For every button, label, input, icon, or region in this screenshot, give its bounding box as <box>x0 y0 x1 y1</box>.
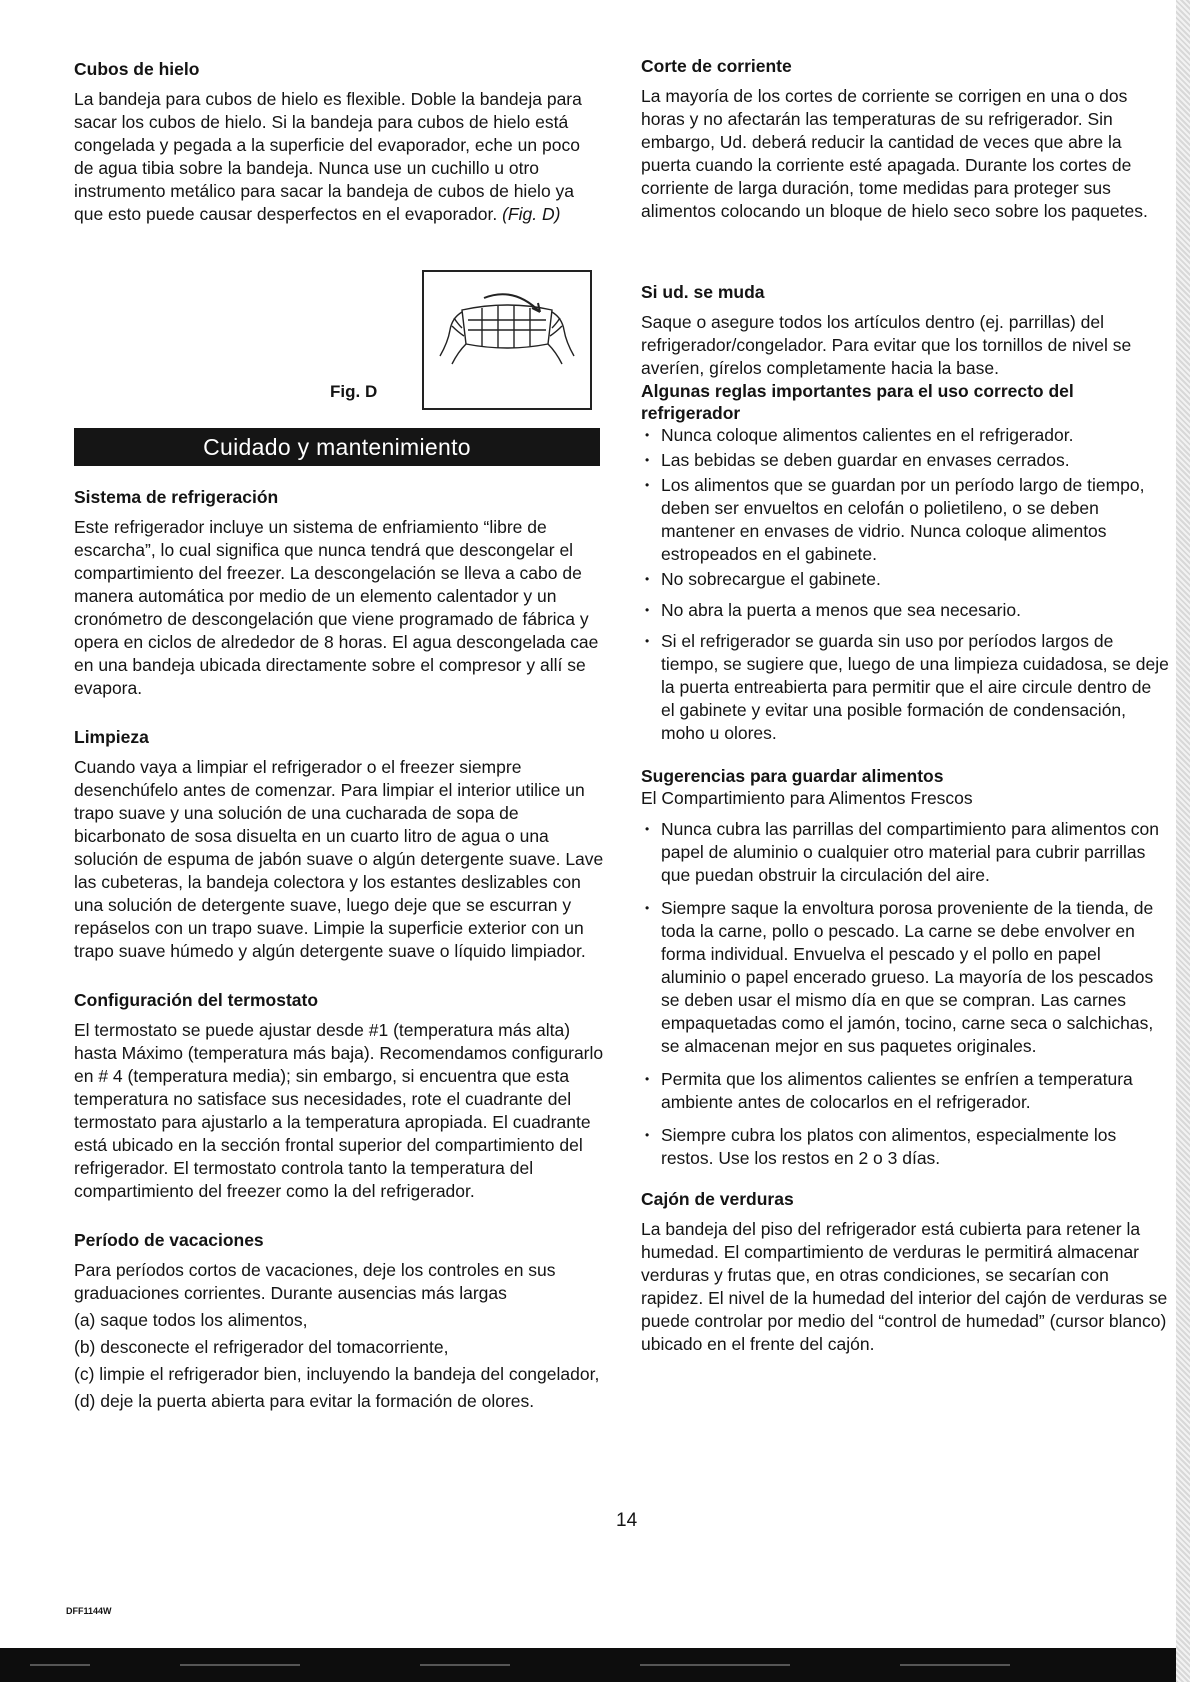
moving-section <box>641 281 1169 745</box>
thermostat-section <box>74 989 604 1203</box>
ice-cubes-section <box>74 58 604 226</box>
storage-list <box>641 818 1169 1170</box>
storage-tips-section <box>641 765 1169 1170</box>
model-code: DFF1144W <box>66 1606 112 1616</box>
list-item: • Siempre cubra los platos con alimentos, especialmente los restos. Use los restos en 2 o 3 días. <box>641 1124 1169 1170</box>
list-item: (a) saque todos los alimentos, <box>74 1310 308 1330</box>
scan-line <box>900 1664 1010 1666</box>
vacation-list <box>74 1309 604 1413</box>
rules-list <box>641 424 1169 745</box>
fig-reference: (Fig. D) <box>502 204 561 224</box>
crisper-heading: Cajón de verduras <box>641 1189 794 1209</box>
thermostat-body: El termostato se puede ajustar desde #1 (temperatura más alta) hasta Máximo (temperatura más baja). Recomendamos configurarlo en # 4 (temperatura media); sin embargo, si encuentra que esta temperatura no satisface sus necesidades, rote el cuadrante del termostato para ajustarlo a la temperatura apropiada. El cuadrante está ubicado en la sección frontal superior del compartimiento del refrigerador. El termostato controla tanto la temperatura del compartimiento del freezer como la del refrigerador. <box>74 1020 604 1201</box>
section-banner: Cuidado y mantenimiento <box>74 428 600 466</box>
ice-tray-hands-illustration <box>424 272 590 408</box>
list-item: • Los alimentos que se guardan por un período largo de tiempo, deben ser envueltos en celofán o polietileno, o se deben mantener en envases de vidrio. Nunca coloque alimentos estropeados en el gabinete. <box>641 474 1169 566</box>
crisper-section <box>641 1188 1169 1356</box>
figure-label: Fig. D <box>330 382 378 401</box>
power-outage-section <box>641 55 1169 223</box>
list-item: • No sobrecargue el gabinete. <box>641 568 1169 591</box>
rules-heading: Algunas reglas importantes para el uso correcto del refrigerador <box>641 381 1074 423</box>
storage-heading: Sugerencias para guardar alimentos <box>641 766 944 786</box>
scan-line <box>180 1664 300 1666</box>
list-item: • Nunca cubra las parrillas del compartimiento para alimentos con papel de aluminio o cualquier otro material para cubrir parrillas que puedan obstruir la circulación del aire. <box>641 818 1169 887</box>
list-item: • Permita que los alimentos calientes se enfríen a temperatura ambiente antes de colocarlos en el refrigerador. <box>641 1068 1169 1114</box>
cleaning-body: Cuando vaya a limpiar el refrigerador o el freezer siempre desenchúfelo antes de comenzar. Para limpiar el interior utilice un trapo suave y una solución de una cucharada de sopa de bicarbonato de sosa disuelta en un cuarto litro de agua o una solución de espuma de jabón suave o algún detergente suave. Lave las cubeteras, la bandeja colectora y los estantes deslizables con una solución de detergente suave, luego deje que se escurran y repáselos con un trapo suave. Limpie la superficie exterior con un trapo suave húmedo y algún detergente suave o líquido limpiador. <box>74 757 604 961</box>
cleaning-heading: Limpieza <box>74 727 149 747</box>
figure-d <box>422 270 592 410</box>
left-column-lower <box>74 486 604 1439</box>
list-item: • No abra la puerta a menos que sea necesario. <box>641 599 1169 622</box>
cooling-heading: Sistema de refrigeración <box>74 487 279 507</box>
cooling-body: Este refrigerador incluye un sistema de enfriamiento “libre de escarcha”, lo cual significa que nunca tendrá que descongelar el compartimiento del freezer. La descongelación se lleva a cabo de manera automática por medio de un elemento calentador y un cronómetro de descongelación que viene programado de fábrica y opera en ciclos de alrededor de 8 horas. El agua descongelada cae en una bandeja ubicada directamente sobre el compresor y allí se evapora. <box>74 517 599 698</box>
cleaning-section <box>74 726 604 963</box>
storage-subtitle: El Compartimiento para Alimentos Frescos <box>641 788 973 808</box>
list-item: • Si el refrigerador se guarda sin uso por períodos largos de tiempo, se sugiere que, luego de una limpieza cuidadosa, se deje la puerta entreabierta para permitir que el aire circule dentro de el gabinete y evitar una posible formación de condensación, moho u olores. <box>641 630 1169 745</box>
list-item: • Siempre saque la envoltura porosa proveniente de la tienda, de toda la carne, pollo o pescado. La carne se debe envolver en forma individual. Envuelva el pescado y el pollo en papel aluminio o papel encerado grueso. La mayoría de los pescados se deben usar el mismo día en que se compran. Las carnes empaquetadas como el jamón, tocino, carne seca o salchichas, se almacenan mejor en sus paquetes originales. <box>641 897 1169 1058</box>
left-column-top <box>74 58 604 252</box>
power-body: La mayoría de los cortes de corriente se corrigen en una o dos horas y no afectarán las temperaturas de su refrigerador. Sin embargo, Ud. deberá reducir la cantidad de veces que abre la puerta cuando la corriente esté apagada. Durante los cortes de corriente de larga duración, tome medidas para proteger sus alimentos colocando un bloque de hielo seco sobre los paquetes. <box>641 86 1148 221</box>
list-item: (c) limpie el refrigerador bien, incluyendo la bandeja del congelador, <box>74 1364 600 1384</box>
power-heading: Corte de corriente <box>641 56 792 76</box>
scan-edge <box>1176 0 1190 1682</box>
moving-heading: Si ud. se muda <box>641 282 765 302</box>
vacation-section <box>74 1229 604 1413</box>
crisper-body: La bandeja del piso del refrigerador está cubierta para retener la humedad. El compartimiento de verduras le permitirá almacenar verduras y frutas que, en otras condiciones, se secarían con rapidez. El nivel de la humedad del interior del cajón de verduras se puede controlar por medio del “control de humedad” (cursor blanco) ubicado en el frente del cajón. <box>641 1219 1168 1354</box>
bottom-scan-bar <box>0 1648 1190 1682</box>
right-column <box>641 55 1169 1382</box>
ice-cubes-body: La bandeja para cubos de hielo es flexible. Doble la bandeja para sacar los cubos de hielo. Si la bandeja para cubos de hielo está congelada y pegada a la superficie del evaporador, eche un poco de agua tibia sobre la bandeja. Nunca use un cuchillo u otro instrumento metálico para sacar la bandeja de cubos de hielo ya que esto puede causar desperfectos en el evaporador. (Fig. D) <box>74 89 582 224</box>
vacation-heading: Período de vacaciones <box>74 1230 264 1250</box>
scan-line <box>30 1664 90 1666</box>
scan-line <box>640 1664 790 1666</box>
list-item: • Nunca coloque alimentos calientes en el refrigerador. <box>641 424 1169 447</box>
list-item: • Las bebidas se deben guardar en envases cerrados. <box>641 449 1169 472</box>
moving-body: Saque o asegure todos los artículos dentro (ej. parrillas) del refrigerador/congelador. Para evitar que los tornillos de nivel se averíen, gírelos completamente hacia la base. <box>641 312 1132 378</box>
thermostat-heading: Configuración del termostato <box>74 990 319 1010</box>
ice-cubes-heading: Cubos de hielo <box>74 59 200 79</box>
cooling-system-section <box>74 486 604 700</box>
vacation-body: Para períodos cortos de vacaciones, deje los controles en sus graduaciones corrientes. Durante ausencias más largas <box>74 1260 556 1303</box>
list-item: (b) desconecte el refrigerador del tomacorriente, <box>74 1337 449 1357</box>
list-item: (d) deje la puerta abierta para evitar la formación de olores. <box>74 1391 535 1411</box>
page-number: 14 <box>616 1510 638 1531</box>
scan-line <box>420 1664 510 1666</box>
